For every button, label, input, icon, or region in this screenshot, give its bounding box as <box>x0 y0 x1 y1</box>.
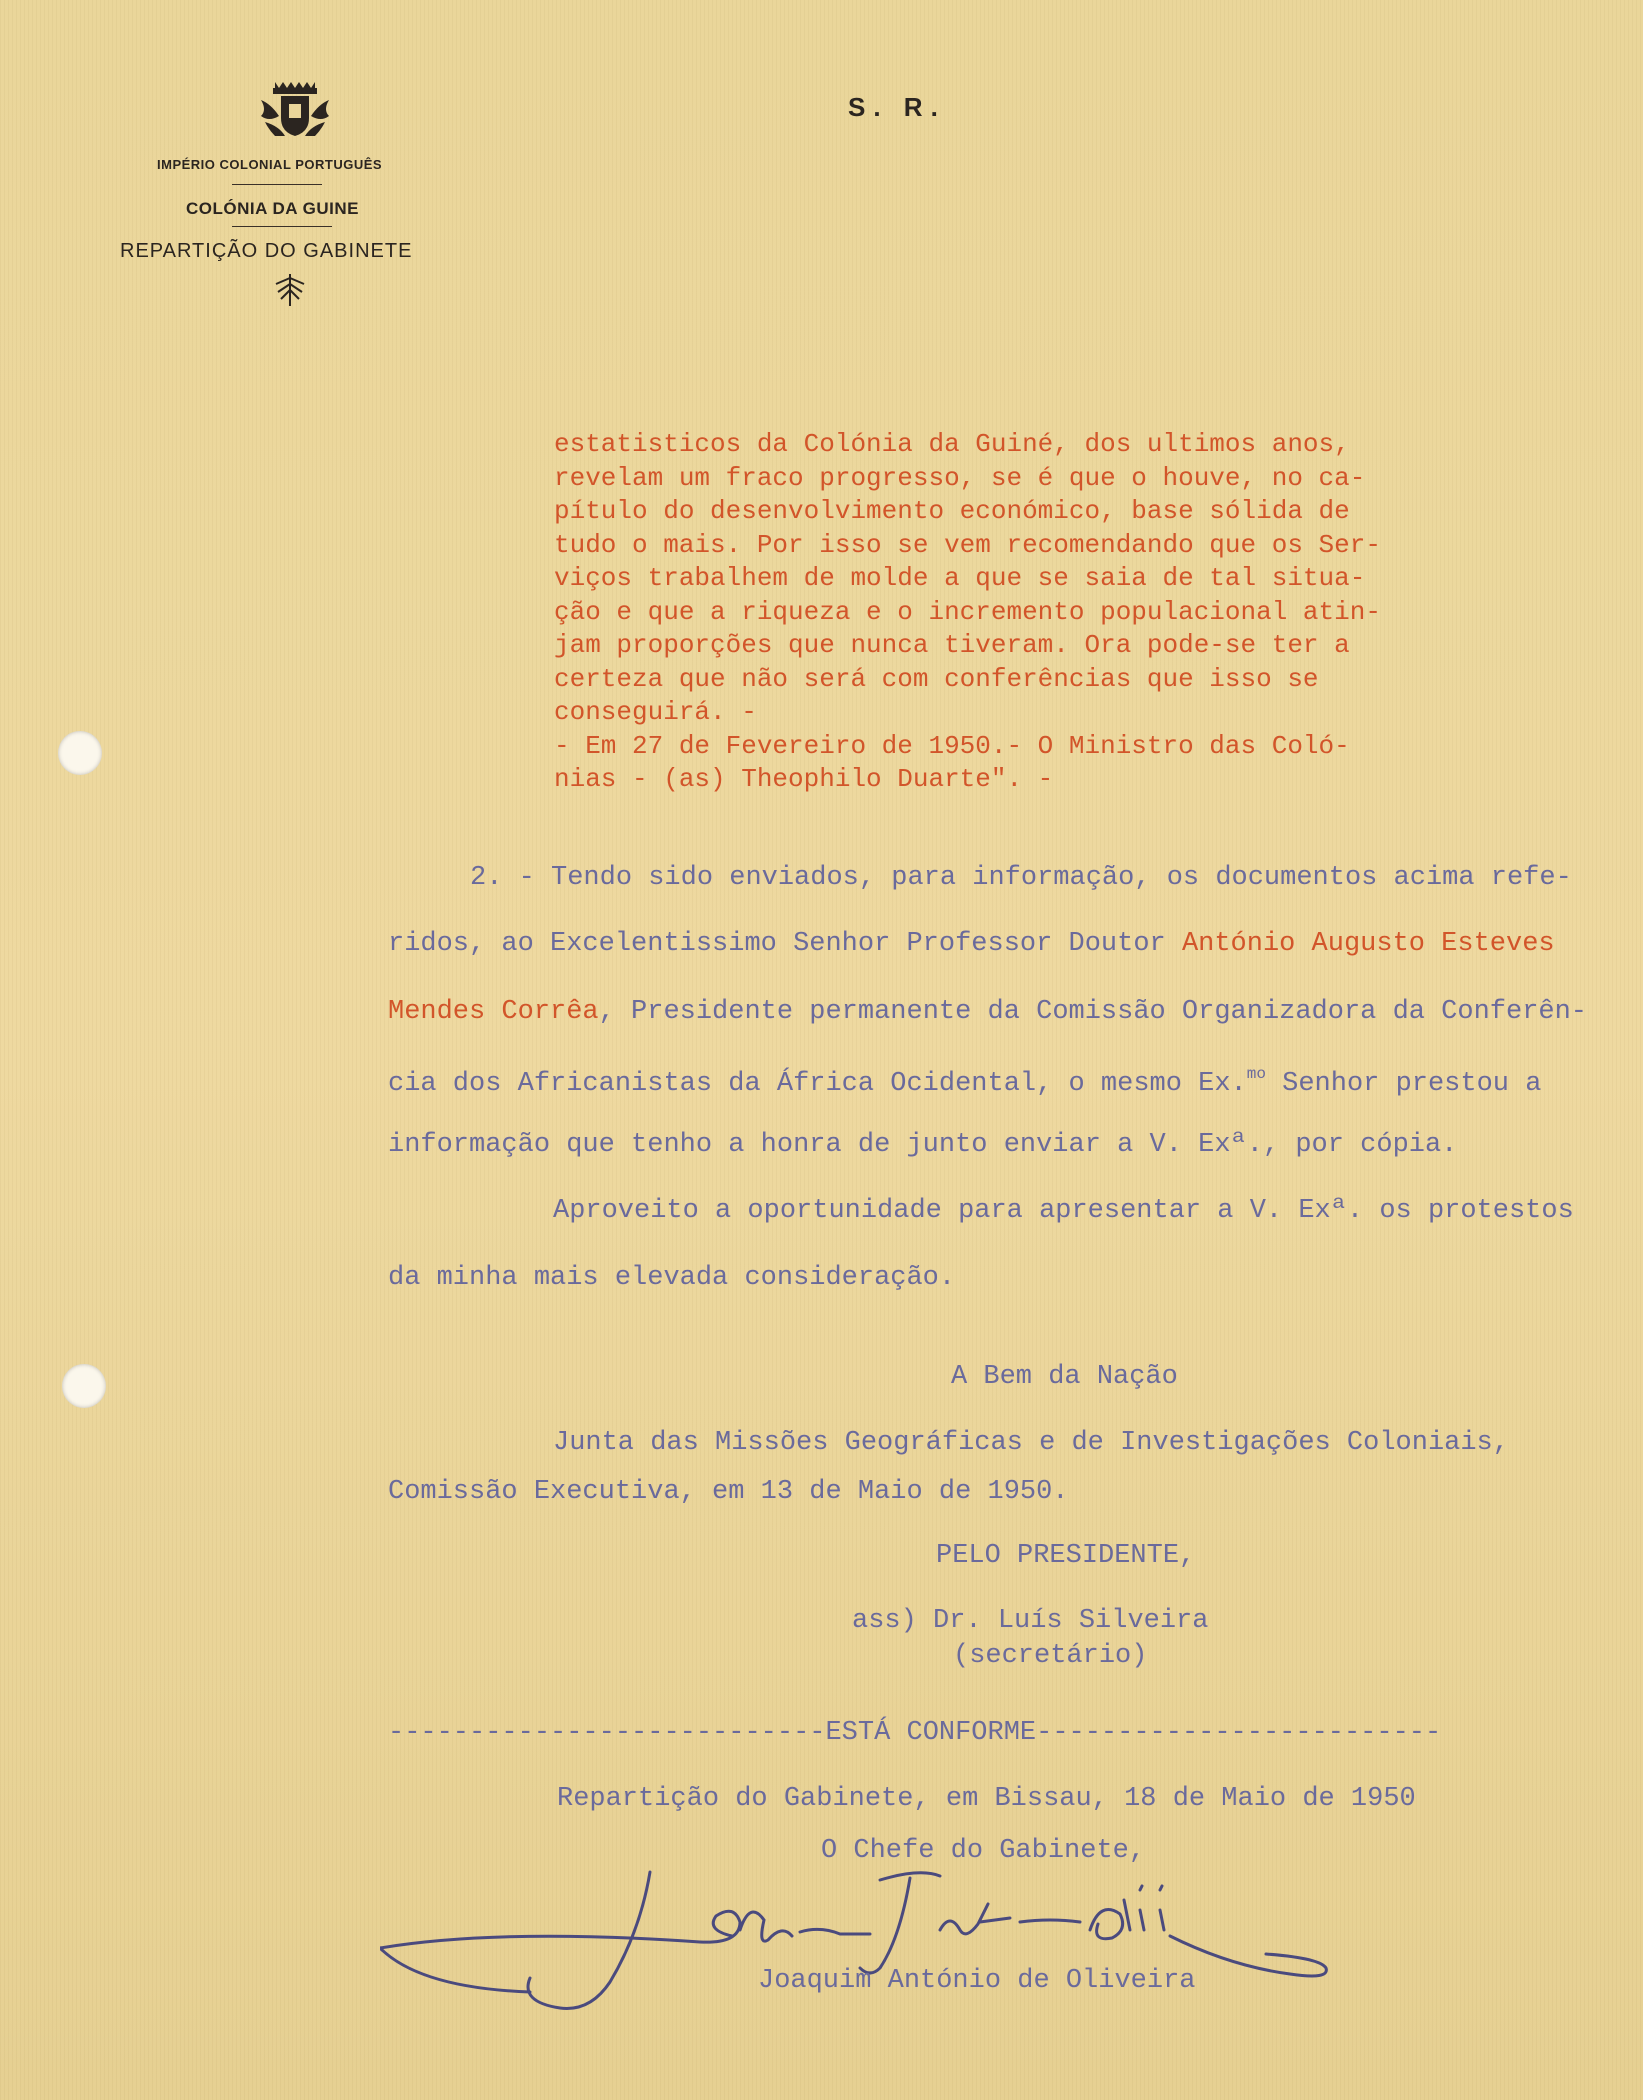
handwritten-signature <box>380 1860 1360 2030</box>
dash-rule: ------------------------- <box>1036 1718 1442 1748</box>
letterhead-divider <box>232 226 332 227</box>
quote-line: jam proporções que nunca tiveram. Ora pode-se ter a <box>554 630 1350 660</box>
paragraph2-text: ridos, ao Excelentissimo Senhor Professor Doutor <box>388 929 1182 959</box>
paragraph2-line4 <box>388 1066 1541 1098</box>
paragraph2-line1: 2. - Tendo sido enviados, para informação, os documentos acima refe- <box>470 863 1572 893</box>
paragraph2-line5: informação que tenho a honra de junto enviar a V. Exª., por cópia. <box>388 1130 1458 1160</box>
certification-role: O Chefe do Gabinete, <box>821 1836 1146 1866</box>
superscript-mo: mo <box>1246 1065 1266 1083</box>
certification-name: Joaquim António de Oliveira <box>758 1966 1196 1996</box>
quote-line: viços trabalhem de molde a que se saia de tal situa- <box>554 563 1366 593</box>
quote-line: conseguirá. - <box>554 697 757 727</box>
paragraph2-text: , Presidente permanente da Comissão Organizadora da Conferên- <box>598 997 1588 1027</box>
paragraph2-text: Senhor prestou a <box>1265 1069 1542 1099</box>
quoted-passage <box>554 428 1381 797</box>
paragraph2-line2 <box>388 931 1555 958</box>
signatory-title: (secretário) <box>953 1641 1148 1671</box>
feather-ornament-icon <box>272 270 308 310</box>
certification-place-date: Repartição do Gabinete, em Bissau, 18 de Maio de 1950 <box>557 1784 1416 1814</box>
paragraph2-line3 <box>388 999 1587 1026</box>
recipient-name: António Augusto Esteves <box>1181 929 1555 959</box>
quote-line: pítulo do desenvolvimento económico, base sólida de <box>554 496 1350 526</box>
motto: A Bem da Nação <box>951 1362 1178 1392</box>
origin-line1: Junta das Missões Geográficas e de Investigações Coloniais, <box>553 1428 1509 1458</box>
letterhead-colony: COLÓNIA DA GUINE <box>186 199 359 218</box>
punch-hole <box>58 731 102 775</box>
quote-line: certeza que não será com conferências que isso se <box>554 663 1319 694</box>
quote-line: nias - (as) Theophilo Duarte". - <box>554 764 1054 794</box>
closing-line2: da minha mais elevada consideração. <box>388 1263 956 1293</box>
punch-hole <box>62 1364 106 1408</box>
closing-line1: Aproveito a oportunidade para apresentar a V. Exª. os protestos <box>553 1196 1574 1226</box>
coat-of-arms-emblem <box>255 78 335 148</box>
conformity-line <box>388 1720 1441 1747</box>
letterhead-empire: IMPÉRIO COLONIAL PORTUGUÊS <box>157 157 383 172</box>
conformity-label: ESTÁ CONFORME <box>825 1718 1037 1748</box>
letterhead-department: REPARTIÇÃO DO GABINETE <box>120 240 413 262</box>
quote-line: - Em 27 de Fevereiro de 1950.- O Ministro das Coló- <box>554 730 1350 761</box>
origin-line2: Comissão Executiva, em 13 de Maio de 1950. <box>388 1477 1069 1507</box>
quote-line: tudo o mais. Por isso se vem recomendando que os Ser- <box>554 529 1381 560</box>
signatory-name: ass) Dr. Luís Silveira <box>852 1606 1209 1636</box>
letterhead-divider <box>232 184 322 185</box>
dash-rule: --------------------------- <box>388 1718 826 1748</box>
header-mark: S. R. <box>848 92 946 122</box>
quote-line: ção e que a riqueza e o incremento populacional atin- <box>554 596 1381 627</box>
recipient-surname: Mendes Corrêa <box>388 997 599 1027</box>
signatory-for: PELO PRESIDENTE, <box>936 1541 1196 1571</box>
paragraph2-text: cia dos Africanistas da África Ocidental, o mesmo Ex. <box>388 1069 1247 1099</box>
quote-line: estatisticos da Colónia da Guiné, dos ultimos anos, <box>554 429 1350 459</box>
quote-line: revelam um fraco progresso, se é que o houve, no ca- <box>554 462 1366 493</box>
